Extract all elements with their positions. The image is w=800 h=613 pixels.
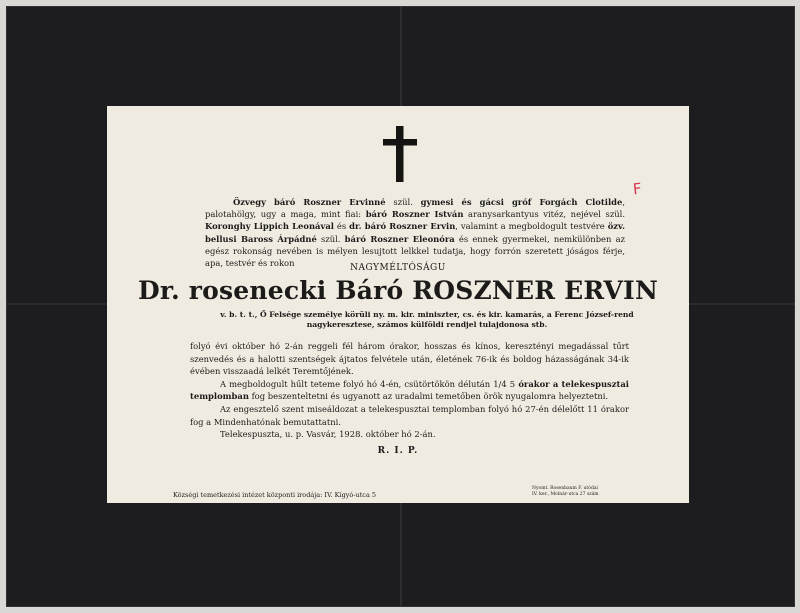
intro-text: szül. (385, 197, 421, 207)
deceased-titles (217, 310, 637, 330)
intro-text: aranysarkantyus vitéz, nejével szül. (463, 209, 625, 220)
titles-line: v. b. t. t., Ő Felsége személye körüli ny. m. kir. miniszter, cs. és kir. kamarás, a Ferenc József-rend (220, 310, 634, 319)
body-text: fog beszenteltetni és ugyanott az uradalmi temetőben örök nyugalomra helyeztetni. (248, 391, 609, 402)
funeral-paragraph (190, 378, 629, 403)
intro-text: és (333, 221, 350, 232)
funeral-time: 1/4 5 (493, 378, 516, 389)
titles-line: nagykeresztese, számos külföldi rendjel tulajdonosa stb. (306, 320, 548, 329)
church-name: a telekespusztai templomban (190, 378, 629, 402)
printer-line: Nyomt. Rosenbaum F. utódai (532, 486, 598, 491)
sister-maiden-name: báró Roszner Eleonóra (344, 233, 455, 244)
son-name-2: dr. báró Roszner Ervin (349, 221, 456, 232)
sister-name: özv. bellusi Baross Árpádné (205, 221, 625, 244)
widow-name: Özvegy báró Roszner Ervinné (233, 197, 386, 207)
intro-text: , valamint a megboldogult testvére (455, 221, 608, 232)
cross-icon (383, 126, 417, 182)
notice-body (190, 340, 629, 441)
body-text: órakor (515, 378, 553, 389)
deceased-name: Dr. rosenecki Báró ROSZNER ERVIN (137, 276, 659, 305)
intro-text: és ennek gyermekei, nemkülönben az egész rokonság nevében is mélyen lesujtott lelkkel tudatja, hogy forrón szeretett jóságos férje, apa, testvér és rokon (205, 233, 625, 269)
intro-text: , palotahölgy, ugy a maga, mint fiai: (205, 197, 625, 220)
widow-maiden-name: gymesi és gácsi gróf Forgách Clotilde (420, 197, 623, 207)
handwritten-annotation: F (632, 179, 643, 199)
intro-text: szül. (316, 233, 345, 244)
place-date-line: Telekespuszta, u. p. Vasvár, 1928. október hó 2-án. (220, 429, 436, 440)
death-details-paragraph: folyó évi október hó 2-án reggeli fél három órakor, hosszas és kínos, keresztényi megadással tűrt szenvedés és a halotti szentségek ájtatos felvétele után, életének 76-ik és boldog házasságának 34-ik évében visszaadá lelkét Teremtőjének. (190, 341, 629, 377)
death-notice-card (107, 106, 689, 503)
intro-paragraph (205, 196, 625, 269)
printer-imprint (532, 486, 642, 498)
body-text: A megboldogult hűlt teteme folyó hó 4-én, csütörtökön délután (220, 378, 494, 389)
daughter-in-law-name: Koronghy Lippich Leonával (205, 221, 334, 232)
rip-text: R. I. P. (377, 446, 419, 456)
honorific: NAGYMÉLTÓSÁGU (350, 263, 446, 273)
mass-paragraph: Az engesztelő szent miseáldozat a telekespusztai templomban folyó hó 27-én délelőtt 11 órakor fog a Mindenhatónak bemutattatni. (190, 403, 629, 427)
funeral-office-note: Községi temetkezési intézet központi irodája: IV. Kígyó-utca 5 (173, 491, 377, 499)
printer-line: IV. ker., Molnár-utca 27 szám (532, 492, 599, 497)
son-name-1: báró Roszner István (365, 209, 464, 220)
